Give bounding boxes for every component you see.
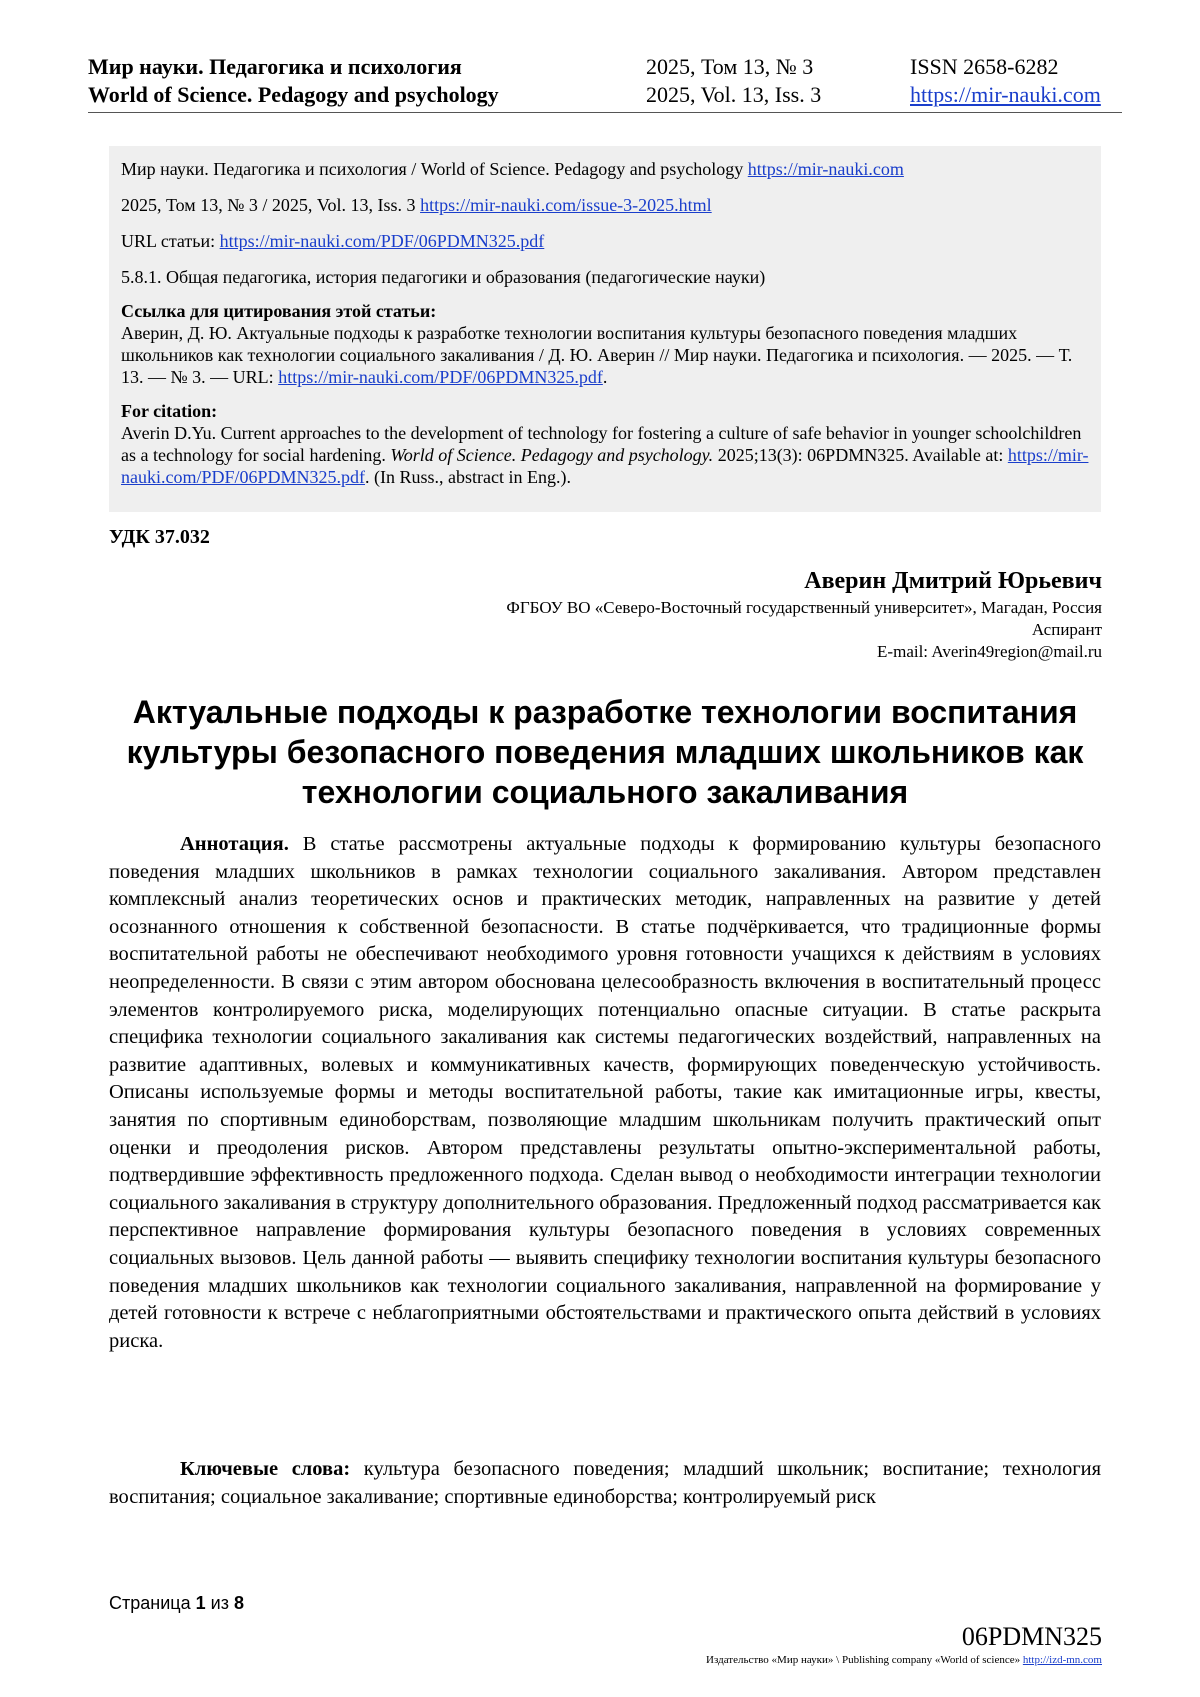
keywords-text: культура безопасного поведения; младший школьник; воспитание; технология воспитания; социальное закаливание; спортивные единоборства; контролируемый риск bbox=[109, 1458, 1102, 1508]
publisher-text: Издательство «Мир науки» \ Publishing company «World of science» bbox=[706, 1654, 1021, 1666]
journal-line-text: Мир науки. Педагогика и психология / World of Science. Pedagogy and psychology bbox=[121, 159, 744, 179]
author-block bbox=[506, 565, 1102, 663]
journal-site-link[interactable]: https://mir-nauki.com bbox=[910, 82, 1101, 107]
keywords bbox=[109, 1456, 1101, 1511]
pager-current: 1 bbox=[195, 1593, 206, 1613]
issue-en: 2025, Vol. 13, Iss. 3 bbox=[646, 82, 822, 107]
pager-sep: из bbox=[210, 1593, 229, 1613]
article-title: Актуальные подходы к разработке технологии воспитания культуры безопасного поведения младших школьников как технологии социального закаливания bbox=[126, 694, 1084, 810]
citation-ru-label: Ссылка для цитирования этой статьи: bbox=[121, 301, 437, 321]
citation-ru-end: . bbox=[602, 367, 608, 387]
page-counter bbox=[109, 1593, 244, 1614]
citation-en-text: Averin D.Yu. Current approaches to the development of technology for fostering a culture of safe behavior in younger schoolchildren as a technology for social hardening. bbox=[121, 423, 1082, 465]
pager-prefix: Страница bbox=[109, 1593, 191, 1613]
citation-en-label: For citation: bbox=[121, 401, 218, 421]
journal-line-link[interactable]: https://mir-nauki.com bbox=[747, 159, 904, 179]
abstract-label: Аннотация. bbox=[180, 833, 289, 855]
publisher-line bbox=[706, 1652, 1102, 1668]
journal-line bbox=[121, 158, 1089, 180]
citation-en bbox=[121, 422, 1089, 488]
citation-en-end: . (In Russ., abstract in Eng.). bbox=[365, 467, 571, 487]
issue-ru: 2025, Том 13, № 3 bbox=[646, 54, 814, 79]
specialty-line: 5.8.1. Общая педагогика, история педагогики и образования (педагогические науки) bbox=[121, 267, 766, 287]
author-name: Аверин Дмитрий Юрьевич bbox=[804, 568, 1102, 594]
issue-line bbox=[121, 194, 1089, 216]
citation-en-link[interactable]: https://mir-nauki.com/PDF/06PDMN325.pdf bbox=[121, 445, 1089, 487]
article-info-box bbox=[109, 146, 1101, 512]
article-url-label: URL статьи: bbox=[121, 231, 216, 251]
article-url-line bbox=[121, 230, 1089, 252]
issn: ISSN 2658-6282 bbox=[910, 54, 1059, 79]
article-url-link[interactable]: https://mir-nauki.com/PDF/06PDMN325.pdf bbox=[219, 231, 545, 251]
citation-ru-link[interactable]: https://mir-nauki.com/PDF/06PDMN325.pdf bbox=[278, 367, 603, 387]
citation-en-journal: World of Science. Pedagogy and psychology. bbox=[390, 445, 714, 465]
citation-ru bbox=[121, 322, 1089, 388]
citation-en-text2: 2025;13(3): 06PDMN325. Available at: bbox=[717, 445, 1004, 465]
publisher-link[interactable]: http://izd-mn.com bbox=[1022, 1654, 1102, 1666]
page-footer bbox=[706, 1622, 1102, 1668]
abstract-text: В статье рассмотрены актуальные подходы к формированию культуры безопасного поведения младших школьников в рамках технологии социального закаливания. Автором представлен комплексный анализ теоретических основ и практических методик, направленных на развитие у детей осознанного отношения к собственной безопасности. В статье подчёркивается, что традиционные формы воспитательной работы не обеспечивают необходимого уровня готовности учащихся к действиям в условиях неопределенности. В связи с этим автором обоснована целесообразность включения в воспитательный процесс элементов контролируемого риска, моделирующих потенциально опасные ситуации. В статье раскрыта специфика технологии социального закаливания как системы педагогических воздействий, направленных на развитие адаптивных, волевых и коммуникативных качеств, формирующих поведенческую устойчивость. Описаны используемые формы и методы воспитательной работы, такие как имитационные игры, квесты, занятия по спортивным единоборствам, позволяющие младшим школьникам получить практический опыт оценки и преодоления рисков. Автором представлены результаты опытно-экспериментальной работы, подтвердившие эффективность предложенного подхода. Сделан вывод о необходимости интеграции технологии социального закаливания в структуру дополнительного образования. Предложенный подход рассматривается как перспективное направление формирования культуры безопасного поведения в условиях современных социальных вызовов. Цель данной работы — выявить специфику технологии воспитания культуры безопасного поведения младших школьников как технологии социального закаливания, направленной на формирование у детей готовности к встрече с неблагоприятными обстоятельствами и практического опыта действий в условиях риска. bbox=[109, 833, 1101, 1352]
journal-name-ru: Мир науки. Педагогика и психология bbox=[88, 54, 462, 79]
author-affiliation: ФГБОУ ВО «Северо-Восточный государственный университет», Магадан, Россия bbox=[506, 598, 1102, 617]
citation-ru-text: Аверин, Д. Ю. Актуальные подходы к разработке технологии воспитания культуры безопасного поведения младших школьников как технологии социального закаливания / Д. Ю. Аверин // Мир науки. Педагогика и психология. — 2025. — Т. 13. — № 3. — URL: bbox=[121, 323, 1073, 387]
author-position: Аспирант bbox=[1031, 620, 1102, 639]
pager-total: 8 bbox=[233, 1593, 244, 1613]
journal-header bbox=[88, 52, 1122, 113]
abstract bbox=[109, 831, 1101, 1355]
article-code: 06PDMN325 bbox=[961, 1622, 1102, 1651]
keywords-label: Ключевые слова: bbox=[180, 1458, 351, 1480]
journal-name-en: World of Science. Pedagogy and psychology bbox=[88, 82, 499, 107]
author-email: E-mail: Averin49region@mail.ru bbox=[877, 642, 1102, 661]
issue-line-text: 2025, Том 13, № 3 / 2025, Vol. 13, Iss. 3 bbox=[121, 195, 416, 215]
issue-line-link[interactable]: https://mir-nauki.com/issue-3-2025.html bbox=[420, 195, 712, 215]
udk-code: УДК 37.032 bbox=[109, 526, 210, 548]
